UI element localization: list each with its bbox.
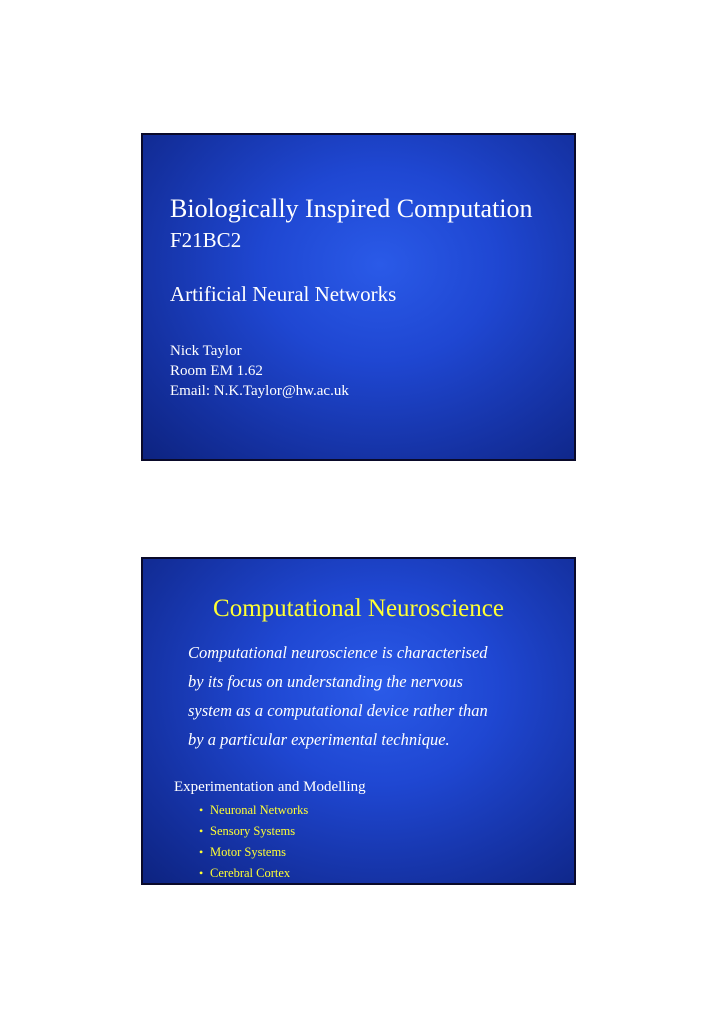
email-address: Email: N.K.Taylor@hw.ac.uk <box>170 383 349 399</box>
slide-title <box>141 133 576 461</box>
list-item-label: Neuronal Networks <box>210 803 309 817</box>
section-heading: Experimentation and Modelling <box>174 779 366 795</box>
room-number: Room EM 1.62 <box>170 363 263 379</box>
quote-line: system as a computational device rather than <box>188 701 488 720</box>
list-item <box>199 842 308 863</box>
list-item-label: Cerebral Cortex <box>210 866 291 880</box>
list-item <box>199 821 308 842</box>
slide-computational-neuroscience <box>141 557 576 885</box>
quote-line: by a particular experimental technique. <box>188 730 450 749</box>
topic-list <box>199 800 308 884</box>
list-item <box>199 800 308 821</box>
course-code: F21BC2 <box>170 228 242 252</box>
quote-line: by its focus on understanding the nervous <box>188 672 463 691</box>
bullet-icon: • <box>199 803 204 817</box>
author-name: Nick Taylor <box>170 343 242 359</box>
list-item-label: Motor Systems <box>210 845 287 859</box>
bullet-icon: • <box>199 845 204 859</box>
slide-1-subtitle: Artificial Neural Networks <box>170 282 397 306</box>
slide-2-title: Computational Neuroscience <box>213 595 504 622</box>
list-item <box>199 863 308 884</box>
bullet-icon: • <box>199 866 204 880</box>
bullet-icon: • <box>199 824 204 838</box>
definition-quote <box>188 638 573 754</box>
slide-1-title: Biologically Inspired Computation <box>170 194 533 223</box>
quote-line: Computational neuroscience is characterised <box>188 643 488 662</box>
list-item-label: Sensory Systems <box>210 824 296 838</box>
contact-block <box>170 341 349 401</box>
